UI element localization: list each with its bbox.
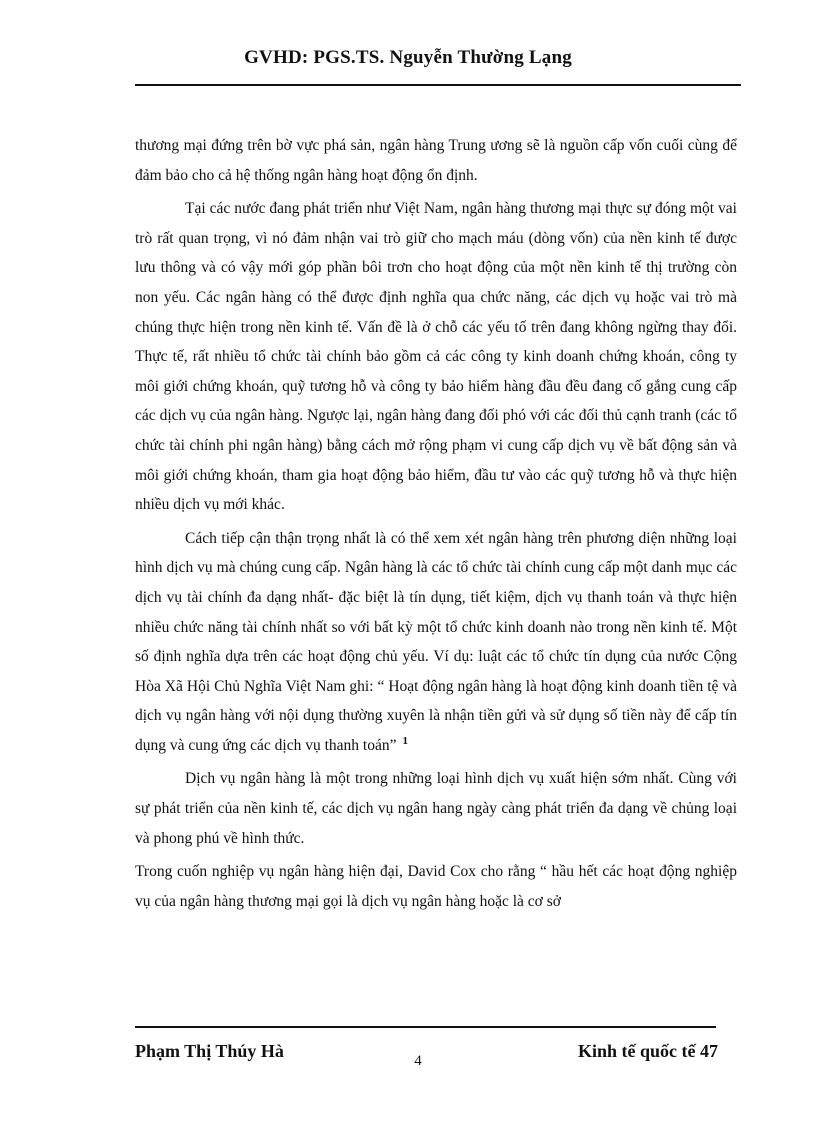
paragraph-approach bbox=[135, 524, 737, 761]
paragraph-text: Cách tiếp cận thận trọng nhất là có thể xem xét ngân hàng trên phương diện những loại hình dịch vụ mà chúng cung cấp. Ngân hàng là các tổ chức tài chính cung cấp một danh mục các dịch vụ tài chính đa dạng nhất- đặc biệt là tín dụng, tiết kiệm, dịch vụ thanh toán và thực hiện nhiều chức năng tài chính nhất so với bất kỳ một tổ chức kinh doanh nào trong nền kinh tế. Một số định nghĩa dựa trên các hoạt động chủ yếu. Ví dụ: luật các tổ chức tín dụng của nước Cộng Hòa Xã Hội Chủ Nghĩa Việt Nam ghi: “ Hoạt động ngân hàng là hoạt động kinh doanh tiền tệ và dịch vụ ngân hàng với nội dụng thường xuyên là nhận tiền gửi và sử dụng số tiền này để cấp tín dụng và cung ứng các dịch vụ thanh toán” bbox=[135, 529, 737, 754]
paragraph-david-cox bbox=[135, 857, 737, 916]
header-divider bbox=[135, 84, 741, 86]
paragraph-text: Dịch vụ ngân hàng là một trong những loại hình dịch vụ xuất hiện sớm nhất. Cùng với sự phát triển của nền kinh tế, các dịch vụ ngân hang ngày càng phát triển đa dạng về chủng loại và phong phú về hình thức. bbox=[135, 770, 737, 847]
footer-divider bbox=[135, 1026, 716, 1028]
page-number: 4 bbox=[414, 1053, 422, 1069]
footer-class-name: Kinh tế quốc tế 47 bbox=[578, 1041, 719, 1061]
paragraph-text: Trong cuốn nghiệp vụ ngân hàng hiện đại, David Cox cho rằng “ hầu hết các hoạt động nghiệp vụ của ngân hàng thương mại gọi là dịch vụ ngân hàng hoặc là cơ sở bbox=[135, 863, 737, 910]
paragraph-continuation bbox=[135, 131, 737, 190]
paragraph-text: Tại các nước đang phát triển như Việt Nam, ngân hàng thương mại thực sự đóng một vai trò rất quan trọng, vì nó đảm nhận vai trò giữ cho mạch máu (dòng vốn) của nền kinh tế được lưu thông và có vậy mới góp phần bôi trơn cho hoạt động của một nền kinh tế thị trường còn non yếu. Các ngân hàng có thể được định nghĩa qua chức năng, các dịch vụ hoặc vai trò mà chúng thực hiện trong nền kinh tế. Vấn đề là ở chỗ các yếu tố trên đang không ngừng thay đổi. Thực tế, rất nhiều tổ chức tài chính bảo gồm cả các công ty kinh doanh chứng khoán, công ty môi giới chứng khoán, quỹ tương hỗ và công ty bảo hiểm hàng đầu đều đang cố gắng cung cấp các dịch vụ của ngân hàng. Ngược lại, ngân hàng đang đối phó với các đối thủ cạnh tranh (các tổ chức tài chính phi ngân hàng) bằng cách mở rộng phạm vi cung cấp dịch vụ về bất động sản và môi giới chứng khoán, tham gia hoạt động bảo hiểm, đầu tư vào các quỹ tương hỗ và thực hiện nhiều dịch vụ mới khác. bbox=[135, 200, 737, 514]
footnote-reference[interactable]: 1 bbox=[402, 734, 408, 747]
footer-author: Phạm Thị Thúy Hà bbox=[135, 1041, 284, 1061]
page-header-title: GVHD: PGS.TS. Nguyễn Thường Lạng bbox=[244, 47, 572, 68]
paragraph-developing-countries bbox=[135, 194, 737, 520]
paragraph-text: thương mại đứng trên bờ vực phá sản, ngân hàng Trung ương sẽ là nguồn cấp vốn cuối cùng để đảm bảo cho cả hệ thống ngân hàng hoạt động ổn định. bbox=[135, 137, 737, 184]
document-body bbox=[135, 131, 737, 920]
paragraph-banking-services bbox=[135, 764, 737, 853]
